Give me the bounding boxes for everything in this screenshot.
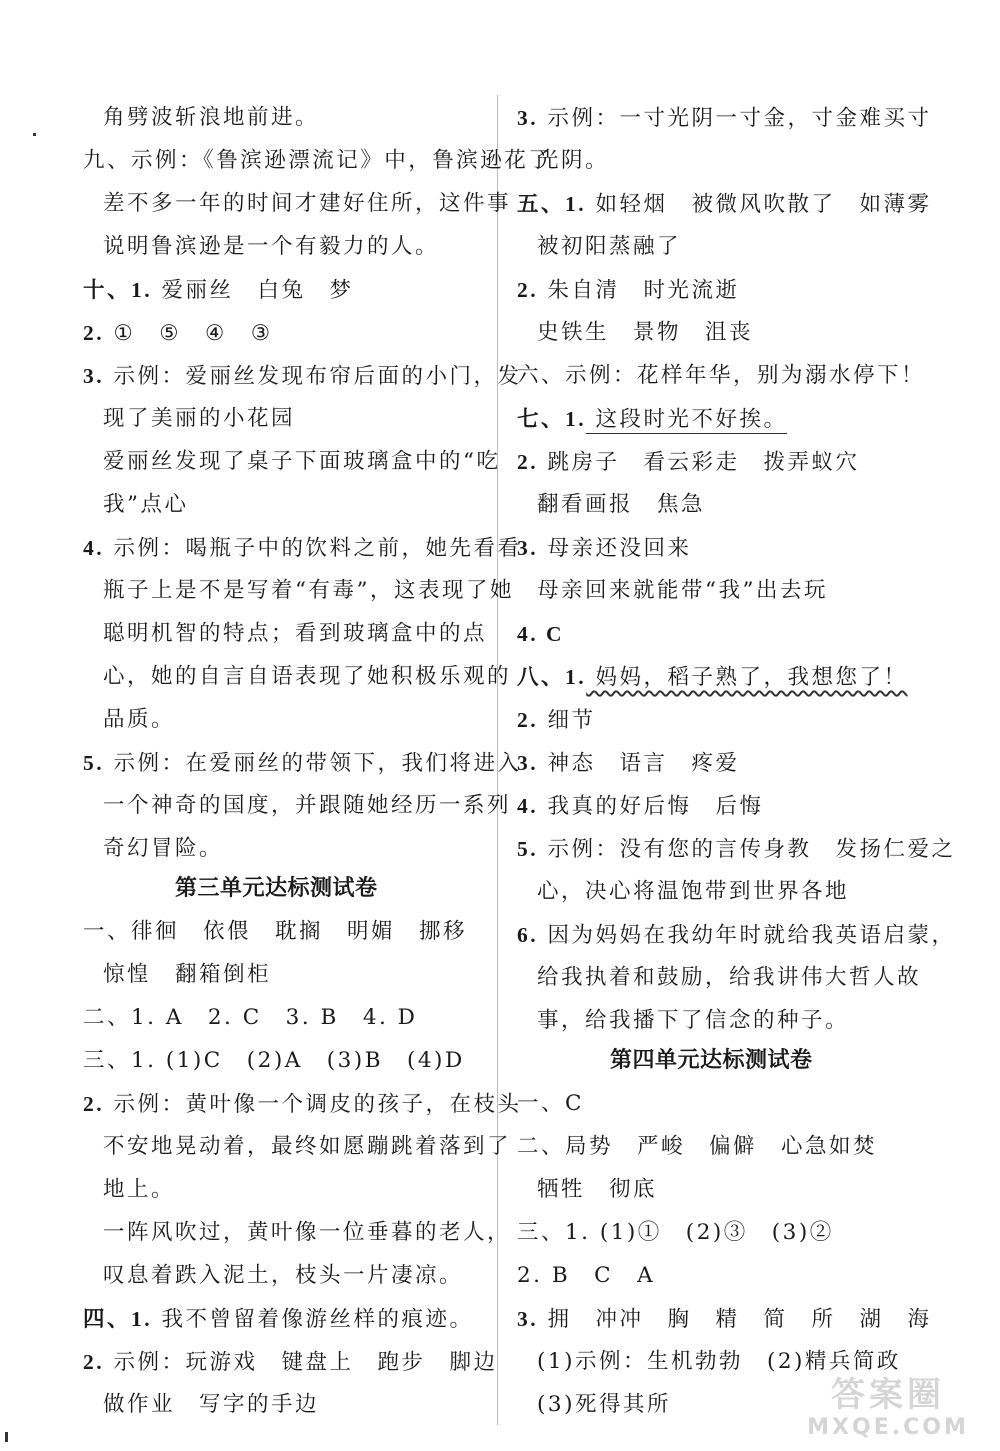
answer-line [83, 533, 521, 564]
answer-line [517, 103, 931, 134]
answer-line: 现了美丽的小花园 [103, 406, 296, 431]
answer-line: 光阴。 [537, 148, 610, 173]
question-number: 3. [517, 1307, 539, 1331]
answer-line: 事，给我播下了信念的种子。 [537, 1008, 850, 1033]
question-number: 四、1. [83, 1307, 153, 1331]
question-number: 八、1. [517, 665, 587, 689]
answer-line: 2. B C A [517, 1263, 656, 1288]
answer-line: 史铁生 景物 沮丧 [537, 320, 754, 345]
answer-line: 心，决心将温饱带到世界各地 [537, 879, 850, 904]
answer-line [517, 189, 931, 220]
answer-line: 二、1. A 2. C 3. B 4. D [83, 1005, 418, 1030]
answer-line: 做作业 写字的手边 [103, 1392, 320, 1417]
answer-text: 示例：一寸光阴一寸金，寸金难买寸 [538, 106, 932, 131]
answer-line: 角劈波斩浪地前进。 [103, 105, 320, 130]
question-number: 2. [517, 450, 539, 474]
answer-line [517, 748, 739, 779]
answer-line: 九、示例：《鲁滨逊漂流记》中，鲁滨逊花了 [83, 148, 553, 173]
answer-line [83, 318, 273, 349]
answer-line [83, 361, 521, 392]
section-heading: 第四单元达标测试卷 [610, 1048, 813, 1073]
answer-line [517, 1304, 931, 1335]
scan-mark [5, 1432, 8, 1442]
question-number: 6. [517, 923, 539, 947]
answer-line: 心，她的自言自语表现了她积极乐观的 [103, 664, 512, 689]
answer-line: 一阵风吹过，黄叶像一位垂暮的老人， [103, 1220, 512, 1245]
answer-line: 母亲回来就能带“我”出去玩 [537, 578, 828, 603]
answer-line [517, 920, 955, 951]
answer-line: (3)死得其所 [537, 1392, 671, 1417]
scan-mark [33, 133, 36, 136]
answer-line: 聪明机智的特点；看到玻璃盒中的点 [103, 621, 488, 646]
answer-text: 拥 冲冲 胸 精 简 所 湖 海 [538, 1307, 932, 1332]
question-number: 3. [517, 536, 539, 560]
answer-text: 示例：爱丽丝发现布帘后面的小门，发 [104, 364, 522, 389]
answer-line: 给我执着和鼓励，给我讲伟大哲人故 [537, 965, 922, 990]
answer-line: 奇幻冒险。 [103, 836, 224, 861]
answer-line: 二、局势 严峻 偏僻 心急如焚 [517, 1134, 878, 1159]
answer-line [517, 791, 763, 822]
question-number: 3. [83, 364, 105, 388]
watermark-title: 答案圈 [831, 1375, 945, 1415]
answer-line [517, 662, 907, 693]
answer-text: 我不曾留着像游丝样的痕迹。 [152, 1307, 474, 1332]
question-number: 5. [517, 837, 539, 861]
question-number: 2. [83, 1092, 105, 1116]
underlined-answer: 这段时光不好挨。 [586, 407, 788, 432]
answer-text: 示例：没有您的言传身教 发扬仁爱之 [538, 837, 956, 862]
answer-line [83, 1347, 497, 1378]
answer-line: 六、示例：花样年华，别为溺水停下！ [517, 363, 926, 388]
answer-line: 三、1. (1)C (2)A (3)B (4)D [83, 1048, 465, 1073]
answer-text: 示例：黄叶像一个调皮的孩子，在枝头 [104, 1092, 522, 1117]
answer-line: 瓶子上是不是写着“有毒”，这表现了她 [103, 578, 514, 603]
answer-line: 我”点心 [103, 492, 189, 517]
answer-text: ① ⑤ ④ ③ [104, 321, 273, 346]
answer-line: 一、C [517, 1091, 584, 1116]
answer-text: 神态 语言 疼爱 [538, 751, 740, 776]
answer-line [517, 533, 691, 564]
answer-text: 朱自清 时光流逝 [538, 278, 740, 303]
question-number: 5. [83, 751, 105, 775]
answer-line: 说明鲁滨逊是一个有毅力的人。 [103, 234, 440, 259]
answer-line: 翻看画报 焦急 [537, 492, 706, 517]
answer-text: 爱丽丝 白兔 梦 [152, 278, 354, 303]
answer-line [517, 275, 739, 306]
watermark-url: MXQE.COM [807, 1415, 969, 1440]
answer-line: 品质。 [103, 707, 176, 732]
answer-line: 被初阳蒸融了 [537, 234, 682, 259]
question-number: 4. [83, 536, 105, 560]
answer-line [83, 748, 521, 779]
answer-line [83, 1304, 473, 1335]
answer-text: 细节 [538, 708, 596, 733]
answer-line: 一个神奇的国度，并跟随她经历一系列 [103, 793, 512, 818]
question-number: 十、1. [83, 278, 153, 302]
answer-line: 4. C [517, 622, 565, 646]
answer-line [517, 705, 595, 736]
answer-line [517, 447, 859, 478]
question-number: 2. [83, 321, 105, 345]
answer-line: 牺牲 彻底 [537, 1177, 658, 1202]
answer-text: 示例：在爱丽丝的带领下，我们将进入 [104, 751, 522, 776]
question-number: 3. [517, 106, 539, 130]
answer-line [517, 834, 955, 865]
answer-text: 母亲还没回来 [538, 536, 692, 561]
answer-text: 示例：喝瓶子中的饮料之前，她先看看 [104, 536, 522, 561]
answer-line: 惊惶 翻箱倒柜 [103, 962, 272, 987]
question-number: 4. [517, 794, 539, 818]
answer-text: 我真的好后悔 后悔 [538, 794, 764, 819]
answer-line [517, 404, 787, 435]
question-number: 五、1. [517, 192, 587, 216]
question-number: 2. [517, 708, 539, 732]
answer-line [83, 1089, 521, 1120]
question-number: 2. [83, 1350, 105, 1374]
answer-text: 因为妈妈在我幼年时就给我英语启蒙， [538, 923, 956, 948]
answer-text: 如轻烟 被微风吹散了 如薄雾 [586, 192, 932, 217]
answer-line: 爱丽丝发现了桌子下面玻璃盒中的“吃 [103, 449, 501, 474]
answer-line: 不安地晃动着，最终如愿蹦跳着落到了 [103, 1134, 512, 1159]
answer-line: (1)示例：生机勃勃 (2)精兵简政 [537, 1349, 901, 1374]
answer-text: 示例：玩游戏 键盘上 跑步 脚边 [104, 1350, 498, 1375]
section-heading: 第三单元达标测试卷 [175, 876, 378, 901]
answer-line: 三、1. (1)① (2)③ (3)② [517, 1220, 834, 1245]
answer-line: 叹息着跌入泥土，枝头一片凄凉。 [103, 1263, 464, 1288]
answer-line: 地上。 [103, 1177, 176, 1202]
answer-line: 差不多一年的时间才建好住所，这件事 [103, 191, 512, 216]
question-number: 2. [517, 278, 539, 302]
answer-text: 跳房子 看云彩走 拨弄蚁穴 [538, 450, 860, 475]
watermark-logo [788, 1375, 988, 1445]
answer-line [83, 275, 353, 306]
question-number: 3. [517, 751, 539, 775]
answer-line: 一、徘徊 依偎 耽搁 明媚 挪移 [83, 919, 468, 944]
wavy-underlined-answer: 妈妈，稻子熟了，我想您了！ [586, 665, 908, 690]
question-number: 七、1. [517, 407, 587, 431]
